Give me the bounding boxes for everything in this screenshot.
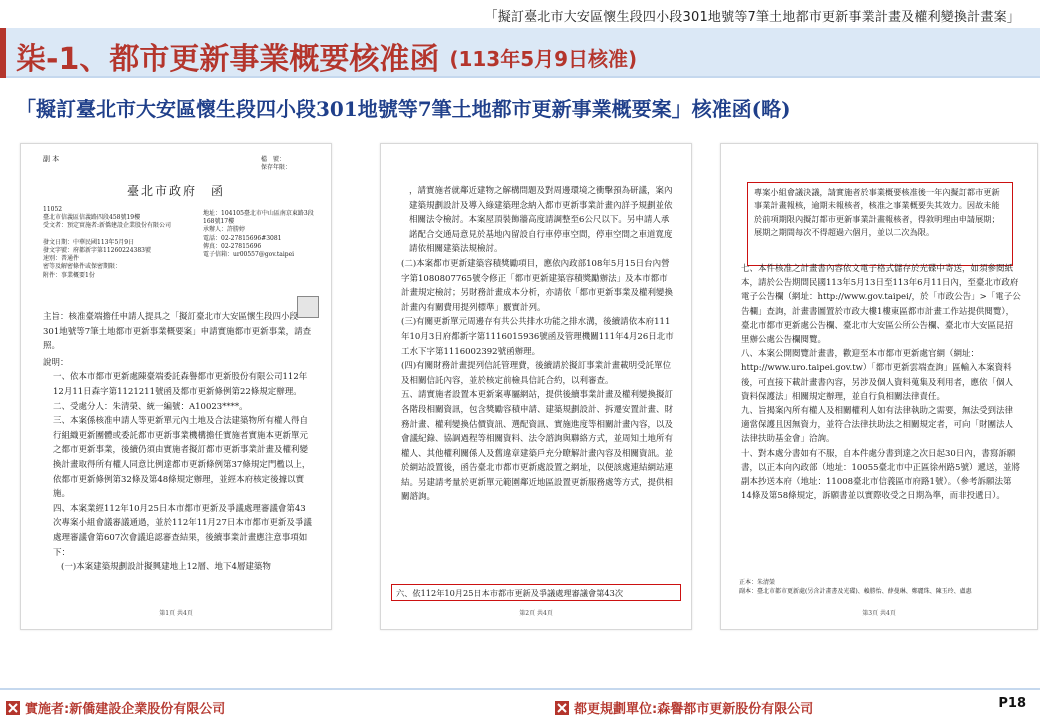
footer-planner [555, 698, 813, 717]
letter-meta-left: 11052 臺北市信義區信義路四段458號19樓 受文者：預定實施者:新僑建設企業股份有限公司 發文日期：中華民國113年5月9日 發文字號：府都新字第11260224383號 速別：普通件 密等及解密條件或保密期限： 附件：事業概要1份 [43, 206, 172, 279]
page-number-2: 第2頁 共4頁 [519, 610, 553, 617]
note-item: 三、本案係核准申請人等更新單元內土地及合法建築物所有權人得自行組織更新團體或委託都市更新事業機構擔任實施者實施本更新單元之都市更新事業，後續仍須由實施者擬訂都市更新事業計畫及權利變換計畫取得所有權人同意比例達都市更新條例第37條規定門檻以上，依都市更新條例第32條及第48條規定辦理，並經本府核定後據以實施。 [53, 416, 311, 500]
paragraph: (三)有關更新單元周邊存有共公共排水功能之排水溝，後續請依本府111年10月3日府都新字第1116015936號函及管理機關111年4月26日北市工水下字第1116002392號函辦理。 [401, 317, 674, 357]
title-text: 柒-1、都市更新事業概要核准函 [16, 42, 440, 77]
paragraph: 九、旨揭案內所有權人及相關權利人如有法律執助之需要，無法受到法律適當保護且因無資力，並符合法律扶助法之相關規定者，可向「財團法人法律扶助基金會」洽詢。 [741, 406, 1014, 445]
note-label: 說明： [43, 357, 69, 368]
paragraph: (二)本案都市更新建築容積獎勵項目，應依內政部108年5月15日台內營字第1080807765號令修正「都市更新建築容積獎勵辦法」及本市都市計畫規定檢討；另財務計畫成本分析，亦請依「都市更新事業及權利變換計畫內有關費用提列標準」覈實計列。 [401, 258, 674, 313]
paragraph: ，請實施者就鄰近建物之解構問題及對周邊環境之衝擊預為研議，案內建築規劃設計及導入綠建築理念納入都市更新事業計畫內詳予規劃並依相關法令檢討。本案屋頂裝飾牆高度請調整至6公尺以下。另申請人承諾配合交通局意見於基地內留設自行車停車空間，停車空間之車道寬度請依相關建築法規檢討。 [409, 186, 673, 255]
note-item: (一)本案建築規劃設計擬興建地上12層、地下4層建築物 [61, 562, 271, 573]
letter-body-3 [741, 262, 1021, 503]
footer-implementer [6, 698, 225, 717]
title-band [0, 28, 1040, 78]
government-heading: 臺北市政府 函 [126, 184, 225, 198]
page-number-1: 第1頁 共4頁 [159, 610, 193, 617]
title-date: (113年5月9日核准) [449, 47, 638, 71]
note-item: 四、本案業經112年10月25日本市都市更新及爭議處理審議會第43次專案小組會議審議通過，並於112年11月27日本市都市更新及爭議處理審議會第607次會議追認審查結果，後續事業計畫應注意事項如下： [53, 503, 312, 558]
highlighted-box: 專案小組會議決議，請實施者於事業概要核准後一年內擬訂都市更新事業計畫報核，逾期未報核者，核准之事業概要失其效力。因故未能於前項期限內擬訂都市更新事業計畫報核者，得敘明理由申請展期；展期之期間每次不得超過六個月，並以二次為限。 [747, 182, 1013, 266]
footer-right-text: 都更規劃單位:森譽都市更新股份有限公司 [574, 702, 814, 717]
letter-body-2 [401, 184, 675, 505]
page-number-3: 第3頁 共4頁 [862, 610, 896, 617]
paragraph: 八、本案公開閱覽計畫書，歡迎至本市都市更新處官網（網址：http://www.uro.taipei.gov.tw）「都市更新雲端查詢」區輸入本案資料後，可直接下載計畫書內容，另涉及個人資料蒐集及利用者，應依「個人資料保護法」相關規定辦理，並自行負相關法律責任。 [741, 349, 1014, 402]
letter-meta-right: 地址：104105臺北市中山區南京東路3段168號17樓 承辦人：許勝婷 電話：02-27815696#3081 傳真：02-27815696 電子信箱：ur00557@gov.taipei [203, 210, 314, 259]
note-item: 一、依本市都市更新處陳臺端委託森譽都市更新股份有限公司112年12月11日森字第1121211號函及都市更新條例第22條規定辦理。 [53, 372, 308, 397]
paragraph: (四)有關財務計畫提列信託管理費，後續請於擬訂事業計畫載明受託單位及相關信託內容，並於核定前檢具信託合約，以利審查。 [401, 361, 672, 386]
file-number: 檔 號： 保存年限： [260, 156, 291, 171]
letter-body-1 [43, 310, 313, 575]
paragraph: 五、請實施者設置本更新案專屬網站，提供後續事業計畫及權利變換擬訂各階段相關資訊，包含獎勵容積申請、建築規劃設計、拆遷安置計畫、財務計畫、權利變換估價資訊、選配資訊、實施進度等相關計畫內容，以及會議紀錄、協調過程等相關資料、法令諮詢與聯絡方式，並周知土地所有權人、其他權利關係人及舊違章建築戶充分瞭解計畫內容及相關資訊。並於網站設置後，函告臺北市都市更新處設置之網址，以便該處連結網站連結。另建請考量於更新單元範圍鄰近地區設置更新服務處等方式，提供相關諮詢。 [401, 390, 674, 503]
title-accent-bar [0, 28, 6, 78]
scanned-page-1 [20, 143, 332, 630]
footer-rule [0, 688, 1040, 690]
document-header-title: 「擬訂臺北市大安區懷生段四小段301地號等7筆土地都市更新事業計畫及權利變換計畫案」 [484, 10, 1020, 25]
paragraph: 七、本件核准之計畫書內容依文電子格式儲存於光碟中寄送，如須參閱紙本，請於公告期間民國113年5月13日至113年6月11日內，至臺北市政府電子公告欄（網址：http://www.gov.taipei/，於「市政公告」>「電子公告欄」查詢，計畫書圖置於市政大樓1樓東區都市計畫工作站提供閱覽），臺北市都市更新處公告欄、臺北市大安區公所公告欄、臺北市大安區昆招里辦公處公告欄閱覽。 [741, 264, 1021, 346]
paragraph: 十、對本處分書如有不服，自本件處分書到達之次日起30日內，書寫訴願書，以正本向內政部（地址：10055臺北市中正區徐州路5號）遞送，並將副本抄送本府（地址：11008臺北市信義區市府路1號）。（參考訴願法第14條及第58條規定，訴願書並以實際收受之日期為準，而非投遞日）。 [741, 448, 1020, 502]
copy-label: 副 本 [43, 155, 60, 163]
note-item: 二、受處分人：朱清榮、統一編號：A10023****。 [53, 401, 248, 412]
footer-left-text: 實施者:新僑建設企業股份有限公司 [25, 702, 226, 717]
x-mark-icon [555, 701, 569, 715]
x-mark-icon [6, 701, 20, 715]
recipients-list: 正本：朱清榮 副本：臺北市都市更新處(另含計畫書及光碟)、賴勝怡、薛曼琳、鄭麗珠、陳玉玲、盧惠 [739, 579, 972, 595]
page-title [16, 34, 637, 78]
scanned-page-3 [720, 143, 1038, 630]
subject-paragraph: 主旨：核准臺端擔任申請人提具之「擬訂臺北市大安區懷生段四小段301地號等7筆土地都市更新事業概要案」申請實施都市更新事業，請查照。 [43, 312, 312, 352]
scanned-page-2 [380, 143, 692, 630]
highlighted-line: 六、依112年10月25日本市都市更新及爭議處理審議會第43次 [391, 584, 681, 601]
page-subtitle: 「擬訂臺北市大安區懷生段四小段301地號等7筆土地都市更新事業概要案」核准函(略) [16, 97, 791, 121]
slide-page-number: P18 [998, 696, 1026, 711]
